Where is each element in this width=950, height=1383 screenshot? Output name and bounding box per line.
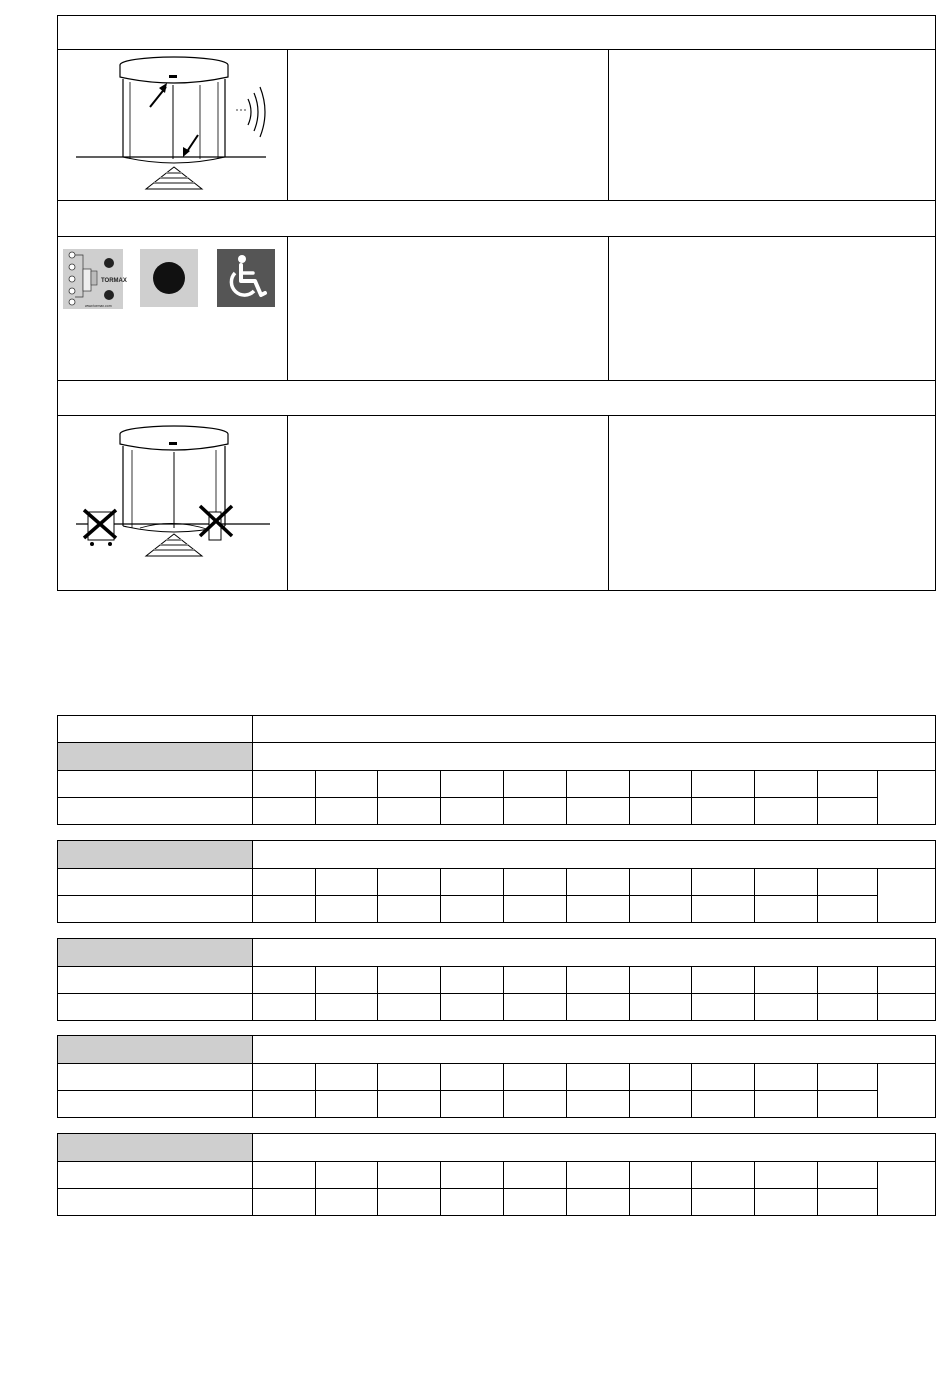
grid-rule xyxy=(754,770,755,825)
log-table-label xyxy=(58,841,252,868)
panel-brand-label: TORMAX xyxy=(101,278,127,284)
grid-rule xyxy=(754,868,755,923)
grid-rule xyxy=(629,966,630,1021)
grid-rule xyxy=(57,868,936,869)
grid-rule xyxy=(440,1063,441,1118)
grid-rule xyxy=(503,1063,504,1118)
grid-rule xyxy=(877,1063,878,1118)
grid-rule xyxy=(691,1161,692,1216)
push-button-icon xyxy=(140,249,198,307)
grid-rule xyxy=(629,868,630,923)
grid-rule xyxy=(377,770,378,825)
grid-rule xyxy=(877,1161,878,1216)
grid-rule xyxy=(877,868,878,923)
grid-rule xyxy=(754,966,755,1021)
grid-rule xyxy=(57,770,936,771)
grid-rule xyxy=(377,868,378,923)
grid-rule xyxy=(377,966,378,1021)
grid-rule xyxy=(691,770,692,825)
grid-rule xyxy=(57,966,936,967)
grid-rule xyxy=(503,868,504,923)
grid-rule xyxy=(566,1063,567,1118)
section-2-col3 xyxy=(609,237,935,380)
section-2-header xyxy=(58,201,935,236)
grid-rule xyxy=(503,770,504,825)
grid-rule xyxy=(440,770,441,825)
wheelchair-icon xyxy=(217,249,275,307)
grid-rule xyxy=(817,1161,818,1216)
grid-rule xyxy=(252,1133,253,1216)
grid-rule xyxy=(629,770,630,825)
grid-rule xyxy=(691,868,692,923)
log-table-label xyxy=(58,1134,252,1161)
grid-rule xyxy=(252,715,253,742)
section-3-header xyxy=(58,381,935,415)
grid-rule xyxy=(754,1063,755,1118)
section-1-col2 xyxy=(288,50,608,200)
revolving-door-radar-icon xyxy=(70,55,282,195)
grid-rule xyxy=(440,1161,441,1216)
grid-rule xyxy=(252,840,253,923)
control-panel-icon xyxy=(63,249,127,309)
grid-rule xyxy=(315,868,316,923)
revolving-door-prohibited-figure xyxy=(70,420,282,565)
grid-rule xyxy=(315,966,316,1021)
grid-rule xyxy=(252,1035,253,1118)
grid-rule xyxy=(503,966,504,1021)
grid-rule xyxy=(566,1161,567,1216)
log-table-label xyxy=(58,1036,252,1063)
grid-rule xyxy=(877,966,878,1021)
revolving-door-sensor-figure xyxy=(70,55,282,195)
grid-rule xyxy=(315,770,316,825)
grid-rule xyxy=(377,1161,378,1216)
grid-rule xyxy=(440,966,441,1021)
grid-rule xyxy=(315,1063,316,1118)
grid-rule xyxy=(377,1063,378,1118)
section-1-col3 xyxy=(609,50,935,200)
grid-rule xyxy=(503,1161,504,1216)
grid-rule xyxy=(57,1161,936,1162)
section-3-col3 xyxy=(609,416,935,590)
log-table-label xyxy=(58,939,252,966)
section-1-header xyxy=(58,16,935,49)
svg-text:www.tormax.com: www.tormax.com xyxy=(85,304,112,308)
grid-rule xyxy=(315,1161,316,1216)
grid-rule xyxy=(817,868,818,923)
section-2-col2 xyxy=(288,237,608,380)
grid-rule xyxy=(691,1063,692,1118)
grid-rule xyxy=(817,770,818,825)
section-3-col2 xyxy=(288,416,608,590)
grid-rule xyxy=(57,1063,936,1064)
grid-rule xyxy=(566,770,567,825)
grid-rule xyxy=(629,1161,630,1216)
grid-rule xyxy=(440,868,441,923)
grid-rule xyxy=(252,938,253,1021)
grid-rule xyxy=(57,993,936,994)
grid-rule xyxy=(629,1063,630,1118)
grid-rule xyxy=(566,868,567,923)
prohibited-objects-icon xyxy=(70,420,282,565)
grid-rule xyxy=(691,966,692,1021)
grid-rule xyxy=(817,966,818,1021)
grid-rule xyxy=(877,770,878,825)
grid-rule xyxy=(754,1161,755,1216)
grid-rule xyxy=(817,1063,818,1118)
grid-rule xyxy=(252,742,253,825)
grid-rule xyxy=(566,966,567,1021)
log-table-label xyxy=(58,743,252,770)
